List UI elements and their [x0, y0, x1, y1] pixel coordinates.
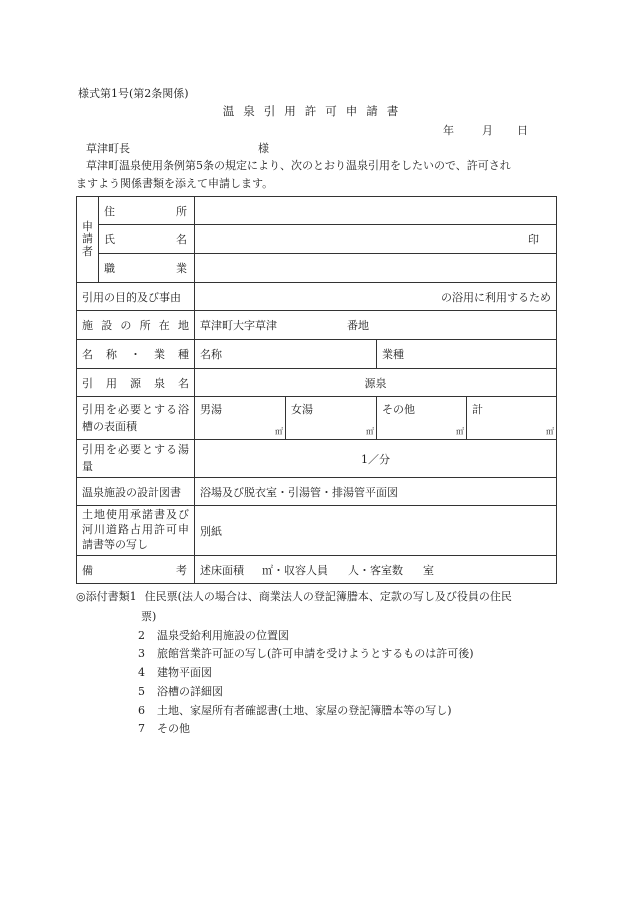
attachments-item: 3 旅館営業許可証の写し(許可申請を受けようとするものは許可後) — [138, 647, 474, 660]
address-field[interactable] — [195, 197, 557, 225]
name-field[interactable] — [195, 225, 557, 254]
purpose-label: 引用の目的及び事由 — [77, 283, 195, 311]
occupation-field[interactable] — [195, 254, 557, 283]
source-field[interactable]: 源泉 — [195, 369, 557, 397]
application-form-table — [76, 196, 557, 584]
intro-text-line1: 草津町温泉使用条例第5条の規定により、次のとおり温泉引用をしたいので、許可され — [86, 159, 511, 172]
date-day: 日 — [517, 124, 528, 137]
bath-area-total[interactable]: 計 ㎡ — [467, 397, 557, 440]
addressee-suffix: 様 — [258, 142, 269, 155]
bath-area-men[interactable]: 男湯 ㎡ — [195, 397, 286, 440]
facility-business-field[interactable]: 業種 — [377, 340, 557, 369]
date-year: 年 — [443, 124, 454, 137]
hot-water-label: 引用を必要とする湯 量 — [77, 440, 195, 478]
hot-water-field[interactable]: 1／分 — [195, 440, 557, 478]
remarks-field[interactable]: 述床面積 ㎡・収容人員 人・客室数 室 — [195, 556, 557, 584]
attachments-item: 5 浴槽の詳細図 — [138, 685, 223, 698]
seal-mark: 印 — [528, 233, 539, 246]
date-month: 月 — [482, 124, 493, 137]
bath-area-label: 引用を必要とする浴 槽の表面積 — [77, 397, 195, 440]
attachments-item-1: ◎添付書類1 住民票(法人の場合は、商業法人の登記簿謄本、定款の写し及び役員の住民 — [76, 590, 512, 603]
attachments-item-1-cont: 票) — [141, 610, 157, 623]
design-label: 温泉施設の設計図書 — [77, 478, 195, 506]
facility-location-label: 施設の所在地 — [77, 311, 195, 340]
applicant-header: 申 請 者 — [77, 197, 99, 283]
attachments-item: 2 温泉受給利用施設の位置図 — [138, 629, 289, 642]
purpose-field[interactable]: の浴用に利用するため — [195, 283, 557, 311]
bath-area-women[interactable]: 女湯 ㎡ — [286, 397, 377, 440]
attachments-item: 6 土地、家屋所有者確認書(土地、家屋の登記簿謄本等の写し) — [138, 704, 452, 717]
facility-name-field[interactable]: 名称 — [195, 340, 377, 369]
occupation-label: 職 業 — [99, 254, 195, 283]
attachments-item: 7 その他 — [138, 722, 190, 735]
source-label: 引用源泉名 — [77, 369, 195, 397]
intro-text-line2: ますよう関係書類を添えて申請します。 — [76, 177, 274, 190]
design-field[interactable]: 浴場及び脱衣室・引湯管・排湯管平面図 — [195, 478, 557, 506]
facility-name-label: 名称・業種 — [77, 340, 195, 369]
consent-label: 土地使用承諾書及び 河川道路占用許可申 請書等の写し — [77, 506, 195, 556]
form-id: 様式第1号(第2条関係) — [78, 87, 189, 100]
facility-location-field[interactable]: 草津町大字草津 番地 — [195, 311, 557, 340]
consent-field[interactable]: 別紙 — [195, 506, 557, 556]
attachments-item: 4 建物平面図 — [138, 666, 212, 679]
remarks-label: 備 考 — [77, 556, 195, 584]
address-label: 住 所 — [99, 197, 195, 225]
document-title: 温泉引用許可申請書 — [222, 104, 408, 118]
addressee: 草津町長 — [86, 142, 130, 155]
date-line — [443, 125, 528, 136]
name-label: 氏 名 — [99, 225, 195, 254]
bath-area-other[interactable]: その他 ㎡ — [377, 397, 467, 440]
